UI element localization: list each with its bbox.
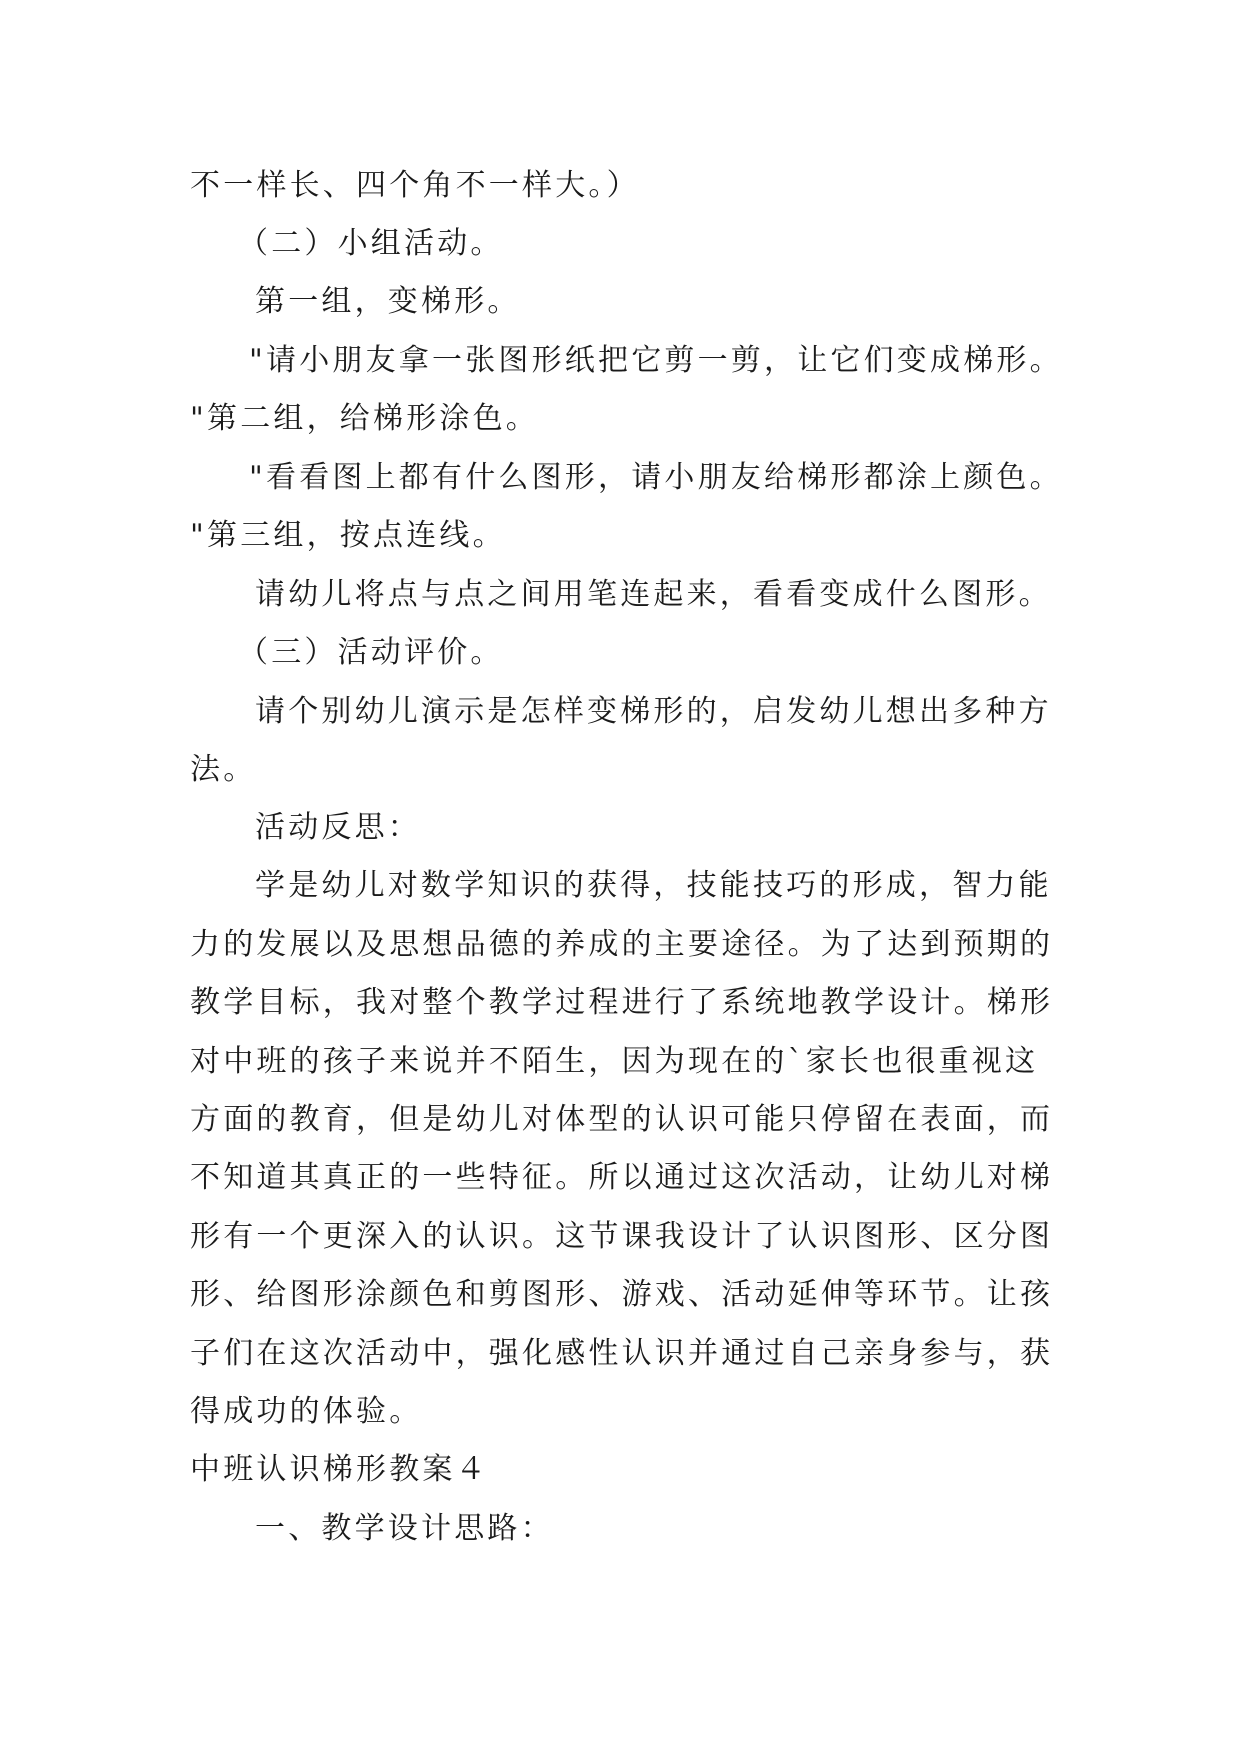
- paragraph-line: 请幼儿将点与点之间用笔连起来，看看变成什么图形。: [255, 577, 1052, 612]
- paragraph-line: "看看图上都有什么图形，请小朋友给梯形都涂上颜色。: [249, 460, 1063, 495]
- section-heading-group-activity: （二）小组活动。: [238, 226, 504, 261]
- paragraph-line: 请个别幼儿演示是怎样变梯形的，启发幼儿想出多种方: [255, 694, 1052, 729]
- paragraph-line: 得成功的体验。: [190, 1394, 423, 1429]
- paragraph-line: "第三组，按点连线。: [190, 518, 506, 553]
- paragraph-line: 不知道其真正的一些特征。所以通过这次活动，让幼儿对梯: [190, 1160, 1054, 1195]
- paragraph-line: 方面的教育，但是幼儿对体型的认识可能只停留在表面，而: [190, 1102, 1054, 1137]
- paragraph-line: 形有一个更深入的认识。这节课我设计了认识图形、区分图: [190, 1219, 1054, 1254]
- section-heading-reflection: 活动反思：: [255, 810, 421, 845]
- paragraph-line: 对中班的孩子来说并不陌生，因为现在的`家长也很重视这: [190, 1044, 1039, 1079]
- paragraph-line: 法。: [190, 752, 257, 787]
- section-heading-activity-evaluation: （三）活动评价。: [238, 635, 504, 670]
- document-title: 中班认识梯形教案４: [190, 1452, 489, 1487]
- paragraph-line: 教学目标，我对整个教学过程进行了系统地教学设计。梯形: [190, 985, 1054, 1020]
- paragraph-line: 子们在这次活动中，强化感性认识并通过自己亲身参与，获: [190, 1336, 1054, 1371]
- paragraph-line: 力的发展以及思想品德的养成的主要途径。为了达到预期的: [190, 927, 1054, 962]
- paragraph-line: 不一样长、四个角不一样大。）: [190, 168, 640, 203]
- paragraph-line: "请小朋友拿一张图形纸把它剪一剪，让它们变成梯形。: [249, 343, 1063, 378]
- paragraph-line: 形、给图形涂颜色和剪图形、游戏、活动延伸等环节。让孩: [190, 1277, 1054, 1312]
- paragraph-line: 第一组，变梯形。: [255, 284, 521, 319]
- paragraph-line: 学是幼儿对数学知识的获得，技能技巧的形成，智力能: [255, 868, 1052, 903]
- paragraph-line: "第二组，给梯形涂色。: [190, 401, 539, 436]
- section-heading-design-ideas: 一、教学设计思路：: [255, 1511, 554, 1546]
